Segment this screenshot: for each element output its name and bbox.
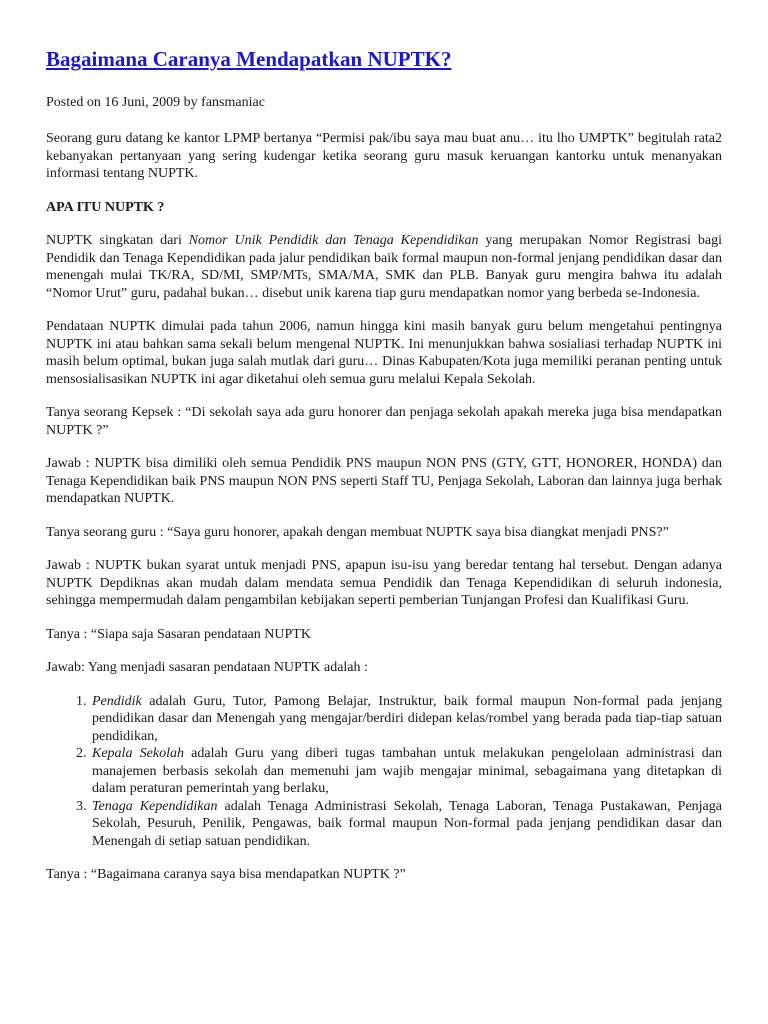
- answer-sasaran: Jawab: Yang menjadi sasaran pendataan NUPTK adalah :: [46, 660, 368, 675]
- article: [46, 44, 722, 900]
- question-kepsek: Tanya seorang Kepsek : “Di sekolah saya ada guru honorer dan penjaga sekolah apakah mereka juga bisa mendapatkan NUPTK ?”: [46, 405, 722, 438]
- section-heading: APA ITU NUPTK ?: [46, 199, 165, 215]
- intro-paragraph: Seorang guru datang ke kantor LPMP bertanya “Permisi pak/ibu saya mau buat anu… itu lho UMPTK” begitulah rata2 kebanyakan pertanyaan yang sering kudengar ketika seorang guru masuk keruangan kantorku untuk menanyakan informasi tentang NUPTK.: [46, 131, 722, 181]
- answer-1: Jawab : NUPTK bisa dimiliki oleh semua Pendidik PNS maupun NON PNS (GTY, GTT, HONORER, HONDA) dan Tenaga Kependidikan baik PNS maupun NON PNS seperti Staff TU, Penjaga Sekolah, Laboran dan lainnya juga berhak mendapatkan NUPTK.: [46, 456, 722, 506]
- list-item: [90, 798, 722, 851]
- list-item: [90, 745, 722, 798]
- list-item: [90, 693, 722, 746]
- list-item-term: Kepala Sekolah: [92, 746, 184, 761]
- post-meta: Posted on 16 Juni, 2009 by fansmaniac: [46, 95, 265, 110]
- pendataan-paragraph: Pendataan NUPTK dimulai pada tahun 2006, namun hingga kini masih banyak guru belum mengetahui pentingnya NUPTK ini atau bahkan sama sekali belum mengenal NUPTK. Ini menunjukkan bahwa sosialiasi terhadap NUPTK ini masih belum optimal, bukan juga salah mutlak dari guru… Dinas Kabupaten/Kota juga memiliki peranan penting untuk mensosialisasikan NUPTK ini agar diketahui oleh semua guru melalui Kepala Sekolah.: [46, 319, 722, 387]
- answer-2: Jawab : NUPTK bukan syarat untuk menjadi PNS, apapun isu-isu yang beredar tentang hal tersebut. Dengan adanya NUPTK Depdiknas akan mudah dalam mendata semua Pendidik dan Tenaga Kependidikan di seluruh indonesia, sehingga mempermudah dalam pengambilan kebijakan seperti pemberian Tunjangan Profesi dan Kualifikasi Guru.: [46, 558, 722, 608]
- definition-lead: NUPTK singkatan dari: [46, 233, 189, 248]
- definition-term: Nomor Unik Pendidik dan Tenaga Kependidikan: [188, 233, 479, 248]
- list-item-term: Tenaga Kependidikan: [92, 798, 218, 814]
- list-item-text: adalah Tenaga Administrasi Sekolah, Tenaga Laboran, Tenaga Pustakawan, Penjaga Sekolah, Pesuruh, Penilik, Pengawas, baik formal maupun Non-formal pada jenjang pendidikan dasar dan Menengah di setiap satuan pendidikan.: [92, 798, 722, 849]
- question-guru: Tanya seorang guru : “Saya guru honorer, apakah dengan membuat NUPTK saya bisa diangkat menjadi PNS?”: [46, 524, 669, 540]
- definition-paragraph: [46, 232, 722, 302]
- list-item-text: adalah Guru yang diberi tugas tambahan untuk melakukan pengelolaan administrasi dan manajemen berbasis sekolah dan memenuhi jam wajib mengajar minimal, sebagaimana yang ditetapkan di dalam peraturan pemerintah yang berlaku,: [92, 746, 722, 796]
- post-title-link[interactable]: Bagaimana Caranya Mendapatkan NUPTK?: [46, 47, 452, 71]
- definition-body: yang merupakan Nomor Registrasi bagi Pendidik dan Tenaga Kependidikan pada jalur pendidikan baik formal maupun non-formal jenjang pendidikan dasar dan menengah mulai TK/RA, SD/MI, SMP/MTs, SMA/MA, SMK dan PLB. Banyak guru mengira bahwa itu adalah “Nomor Urut” guru, padahal bukan… disebut unik karena tiap guru mendapatkan nomor yang berbeda se-Indonesia.: [46, 233, 723, 301]
- list-item-term: Pendidik: [92, 693, 142, 709]
- question-cara: Tanya : “Bagaimana caranya saya bisa mendapatkan NUPTK ?”: [46, 867, 406, 882]
- sasaran-list: [46, 693, 722, 851]
- question-sasaran: Tanya : “Siapa saja Sasaran pendataan NUPTK: [46, 626, 311, 642]
- list-item-text: adalah Guru, Tutor, Pamong Belajar, Instruktur, baik formal maupun Non-formal pada jenjang pendidikan dasar dan Menengah yang mengajar/berdiri didepan kelas/rombel yang berada pada tiap-tiap satuan pendidikan,: [92, 693, 722, 744]
